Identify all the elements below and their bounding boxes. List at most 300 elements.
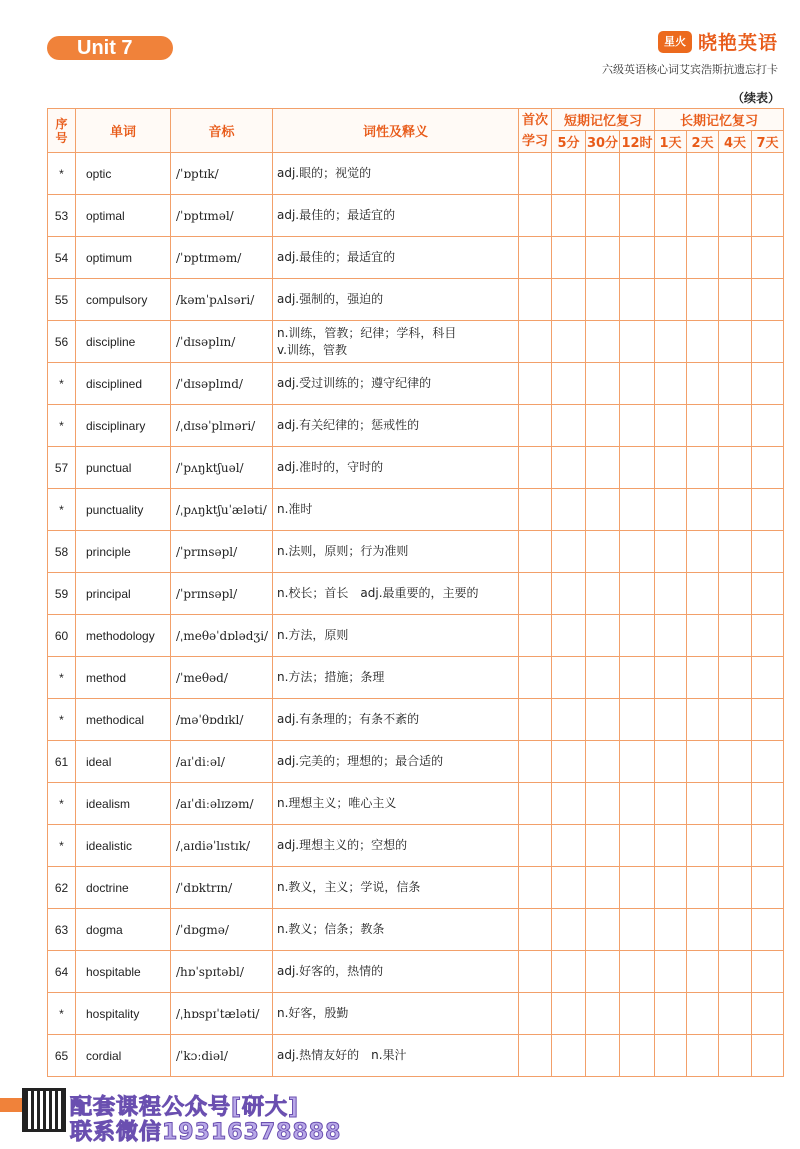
checkbox-review[interactable] bbox=[552, 279, 586, 321]
row-word: methodology bbox=[76, 615, 171, 657]
row-phonetic: /ˈprɪnsəpl/ bbox=[171, 573, 273, 615]
checkbox-review[interactable] bbox=[687, 615, 719, 657]
row-phonetic: /məˈθɒdɪkl/ bbox=[171, 699, 273, 741]
checkbox-review[interactable] bbox=[620, 279, 655, 321]
checkbox-review[interactable] bbox=[655, 825, 687, 867]
checkbox-review[interactable] bbox=[687, 783, 719, 825]
header-no: 序号 bbox=[48, 109, 76, 153]
checkbox-review[interactable] bbox=[655, 909, 687, 951]
row-definition bbox=[273, 657, 519, 699]
definition-line: adj.有条理的；有条不紊的 bbox=[277, 712, 420, 726]
row-definition bbox=[273, 447, 519, 489]
row-phonetic: /ˌpʌŋktʃuˈæləti/ bbox=[171, 489, 273, 531]
checkbox-review[interactable] bbox=[586, 867, 620, 909]
checkbox-review[interactable] bbox=[687, 741, 719, 783]
checkbox-first-study[interactable] bbox=[519, 573, 552, 615]
definition-line: adj.眼的；视觉的 bbox=[277, 166, 372, 180]
row-phonetic: /ˈɒptɪməl/ bbox=[171, 195, 273, 237]
header-short-col: 30分 bbox=[586, 131, 620, 153]
definition-line: adj.理想主义的；空想的 bbox=[277, 838, 408, 852]
checkbox-review[interactable] bbox=[655, 783, 687, 825]
checkbox-review[interactable] bbox=[620, 573, 655, 615]
checkbox-review[interactable] bbox=[655, 993, 687, 1035]
checkbox-review[interactable] bbox=[586, 489, 620, 531]
row-phonetic: /ˈɒptɪk/ bbox=[171, 153, 273, 195]
checkbox-review[interactable] bbox=[620, 993, 655, 1035]
checkbox-review[interactable] bbox=[655, 1035, 687, 1077]
checkbox-first-study[interactable] bbox=[519, 1035, 552, 1077]
checkbox-review[interactable] bbox=[655, 489, 687, 531]
checkbox-review[interactable] bbox=[552, 951, 586, 993]
checkbox-review[interactable] bbox=[586, 825, 620, 867]
checkbox-review[interactable] bbox=[719, 447, 752, 489]
checkbox-review[interactable] bbox=[752, 363, 784, 405]
unit-label: Unit 7 bbox=[47, 36, 173, 60]
checkbox-first-study[interactable] bbox=[519, 951, 552, 993]
checkbox-review[interactable] bbox=[655, 363, 687, 405]
definition-line: n.理想主义；唯心主义 bbox=[277, 796, 397, 810]
checkbox-review[interactable] bbox=[586, 909, 620, 951]
checkbox-review[interactable] bbox=[752, 909, 784, 951]
checkbox-first-study[interactable] bbox=[519, 279, 552, 321]
checkbox-review[interactable] bbox=[752, 153, 784, 195]
row-definition bbox=[273, 531, 519, 573]
row-word: methodical bbox=[76, 699, 171, 741]
row-word: optic bbox=[76, 153, 171, 195]
row-number: 62 bbox=[48, 867, 76, 909]
header-definition: 词性及释义 bbox=[273, 109, 519, 153]
checkbox-review[interactable] bbox=[586, 993, 620, 1035]
checkbox-review[interactable] bbox=[655, 741, 687, 783]
checkbox-review[interactable] bbox=[620, 321, 655, 363]
checkbox-review[interactable] bbox=[719, 1035, 752, 1077]
row-definition bbox=[273, 279, 519, 321]
checkbox-review[interactable] bbox=[620, 1035, 655, 1077]
row-word: idealistic bbox=[76, 825, 171, 867]
checkbox-review[interactable] bbox=[752, 783, 784, 825]
checkbox-review[interactable] bbox=[752, 321, 784, 363]
checkbox-review[interactable] bbox=[687, 1035, 719, 1077]
table-row bbox=[48, 867, 784, 909]
checkbox-review[interactable] bbox=[687, 531, 719, 573]
checkbox-review[interactable] bbox=[719, 825, 752, 867]
checkbox-review[interactable] bbox=[655, 867, 687, 909]
checkbox-review[interactable] bbox=[552, 825, 586, 867]
checkbox-first-study[interactable] bbox=[519, 699, 552, 741]
definition-line: adj.受过训练的；遵守纪律的 bbox=[277, 376, 432, 390]
header-short-col: 5分 bbox=[552, 131, 586, 153]
checkbox-first-study[interactable] bbox=[519, 531, 552, 573]
definition-line: adj.热情友好的 n.果汁 bbox=[277, 1048, 407, 1062]
table-row bbox=[48, 195, 784, 237]
row-phonetic: /ˈdɪsəplɪn/ bbox=[171, 321, 273, 363]
row-number: 60 bbox=[48, 615, 76, 657]
definition-line: adj.强制的，强迫的 bbox=[277, 292, 384, 306]
row-definition bbox=[273, 489, 519, 531]
table-row bbox=[48, 909, 784, 951]
table-row bbox=[48, 993, 784, 1035]
brand-logo-icon: 星火 bbox=[658, 31, 692, 53]
checkbox-review[interactable] bbox=[655, 405, 687, 447]
checkbox-review[interactable] bbox=[752, 573, 784, 615]
checkbox-review[interactable] bbox=[552, 993, 586, 1035]
row-definition bbox=[273, 1035, 519, 1077]
checkbox-review[interactable] bbox=[552, 195, 586, 237]
row-phonetic: /ˈpʌŋktʃuəl/ bbox=[171, 447, 273, 489]
brand-name: 晓艳英语 bbox=[697, 32, 778, 54]
checkbox-review[interactable] bbox=[719, 783, 752, 825]
row-phonetic: /ˌmeθəˈdɒlədʒi/ bbox=[171, 615, 273, 657]
checkbox-review[interactable] bbox=[586, 405, 620, 447]
checkbox-review[interactable] bbox=[655, 699, 687, 741]
checkbox-review[interactable] bbox=[719, 531, 752, 573]
checkbox-review[interactable] bbox=[687, 447, 719, 489]
row-word: doctrine bbox=[76, 867, 171, 909]
table-row bbox=[48, 1035, 784, 1077]
table-row bbox=[48, 279, 784, 321]
row-number: 58 bbox=[48, 531, 76, 573]
checkbox-review[interactable] bbox=[552, 447, 586, 489]
row-definition bbox=[273, 825, 519, 867]
checkbox-review[interactable] bbox=[586, 615, 620, 657]
row-phonetic: /ˌdɪsəˈplɪnəri/ bbox=[171, 405, 273, 447]
checkbox-review[interactable] bbox=[655, 321, 687, 363]
checkbox-review[interactable] bbox=[552, 321, 586, 363]
definition-line: n.方法，原则 bbox=[277, 628, 349, 642]
checkbox-review[interactable] bbox=[719, 237, 752, 279]
checkbox-review[interactable] bbox=[719, 699, 752, 741]
checkbox-review[interactable] bbox=[752, 237, 784, 279]
table-row bbox=[48, 741, 784, 783]
checkbox-first-study[interactable] bbox=[519, 615, 552, 657]
header-long-col: 4天 bbox=[719, 131, 752, 153]
checkbox-review[interactable] bbox=[719, 867, 752, 909]
header-long-col: 7天 bbox=[752, 131, 784, 153]
checkbox-first-study[interactable] bbox=[519, 867, 552, 909]
checkbox-review[interactable] bbox=[655, 237, 687, 279]
checkbox-review[interactable] bbox=[752, 657, 784, 699]
table-row bbox=[48, 531, 784, 573]
definition-line: n.训练，管教；纪律；学科，科目 bbox=[277, 325, 457, 340]
vocab-table bbox=[47, 108, 784, 1077]
row-definition bbox=[273, 405, 519, 447]
checkbox-review[interactable] bbox=[752, 195, 784, 237]
row-definition bbox=[273, 573, 519, 615]
checkbox-review[interactable] bbox=[552, 531, 586, 573]
checkbox-first-study[interactable] bbox=[519, 825, 552, 867]
checkbox-review[interactable] bbox=[687, 909, 719, 951]
checkbox-review[interactable] bbox=[719, 993, 752, 1035]
checkbox-review[interactable] bbox=[752, 951, 784, 993]
row-word: principle bbox=[76, 531, 171, 573]
table-row bbox=[48, 699, 784, 741]
checkbox-review[interactable] bbox=[552, 741, 586, 783]
checkbox-review[interactable] bbox=[719, 363, 752, 405]
checkbox-review[interactable] bbox=[687, 321, 719, 363]
checkbox-review[interactable] bbox=[620, 699, 655, 741]
checkbox-review[interactable] bbox=[586, 573, 620, 615]
checkbox-review[interactable] bbox=[586, 531, 620, 573]
checkbox-first-study[interactable] bbox=[519, 909, 552, 951]
checkbox-review[interactable] bbox=[719, 405, 752, 447]
checkbox-review[interactable] bbox=[719, 321, 752, 363]
checkbox-review[interactable] bbox=[687, 237, 719, 279]
definition-line: n.方法；措施；条理 bbox=[277, 670, 385, 684]
row-definition bbox=[273, 615, 519, 657]
table-row bbox=[48, 363, 784, 405]
checkbox-review[interactable] bbox=[655, 573, 687, 615]
definition-line: adj.最佳的；最适宜的 bbox=[277, 250, 396, 264]
checkbox-review[interactable] bbox=[620, 531, 655, 573]
row-definition bbox=[273, 321, 519, 363]
checkbox-first-study[interactable] bbox=[519, 993, 552, 1035]
checkbox-review[interactable] bbox=[687, 279, 719, 321]
row-number: * bbox=[48, 993, 76, 1035]
checkbox-review[interactable] bbox=[752, 741, 784, 783]
definition-line: adj.最佳的；最适宜的 bbox=[277, 208, 396, 222]
row-word: ideal bbox=[76, 741, 171, 783]
checkbox-review[interactable] bbox=[552, 153, 586, 195]
checkbox-first-study[interactable] bbox=[519, 489, 552, 531]
checkbox-review[interactable] bbox=[586, 1035, 620, 1077]
definition-line: adj.完美的；理想的；最合适的 bbox=[277, 754, 444, 768]
header-word: 单词 bbox=[76, 109, 171, 153]
checkbox-review[interactable] bbox=[655, 447, 687, 489]
checkbox-review[interactable] bbox=[620, 657, 655, 699]
checkbox-review[interactable] bbox=[586, 363, 620, 405]
checkbox-first-study[interactable] bbox=[519, 237, 552, 279]
row-word: hospitable bbox=[76, 951, 171, 993]
checkbox-review[interactable] bbox=[620, 237, 655, 279]
checkbox-review[interactable] bbox=[687, 825, 719, 867]
row-definition bbox=[273, 741, 519, 783]
table-body bbox=[48, 153, 784, 1077]
brand-subtitle: 六级英语核心词艾宾浩斯抗遗忘打卡 bbox=[602, 63, 778, 76]
checkbox-review[interactable] bbox=[552, 363, 586, 405]
footer-line-1: 配套课程公众号[研大] bbox=[70, 1095, 300, 1120]
checkbox-review[interactable] bbox=[655, 531, 687, 573]
row-phonetic: /ˈdɒktrɪn/ bbox=[171, 867, 273, 909]
checkbox-review[interactable] bbox=[752, 405, 784, 447]
definition-line: n.教义；信条；教条 bbox=[277, 922, 385, 936]
checkbox-first-study[interactable] bbox=[519, 447, 552, 489]
row-definition bbox=[273, 867, 519, 909]
row-word: dogma bbox=[76, 909, 171, 951]
checkbox-review[interactable] bbox=[552, 237, 586, 279]
checkbox-review[interactable] bbox=[752, 447, 784, 489]
checkbox-review[interactable] bbox=[620, 909, 655, 951]
row-phonetic: /kəmˈpʌlsəri/ bbox=[171, 279, 273, 321]
checkbox-first-study[interactable] bbox=[519, 153, 552, 195]
checkbox-review[interactable] bbox=[719, 909, 752, 951]
row-phonetic: /aɪˈdiːəl/ bbox=[171, 741, 273, 783]
checkbox-review[interactable] bbox=[655, 657, 687, 699]
checkbox-review[interactable] bbox=[620, 825, 655, 867]
checkbox-review[interactable] bbox=[719, 951, 752, 993]
table-row bbox=[48, 783, 784, 825]
checkbox-review[interactable] bbox=[552, 699, 586, 741]
checkbox-review[interactable] bbox=[655, 195, 687, 237]
checkbox-review[interactable] bbox=[719, 615, 752, 657]
row-number: * bbox=[48, 405, 76, 447]
checkbox-review[interactable] bbox=[586, 741, 620, 783]
checkbox-review[interactable] bbox=[552, 909, 586, 951]
checkbox-review[interactable] bbox=[687, 573, 719, 615]
checkbox-review[interactable] bbox=[719, 741, 752, 783]
checkbox-review[interactable] bbox=[687, 195, 719, 237]
checkbox-review[interactable] bbox=[552, 489, 586, 531]
table-row bbox=[48, 825, 784, 867]
checkbox-review[interactable] bbox=[552, 783, 586, 825]
checkbox-review[interactable] bbox=[552, 573, 586, 615]
row-phonetic: /ˈmeθəd/ bbox=[171, 657, 273, 699]
checkbox-review[interactable] bbox=[719, 657, 752, 699]
row-phonetic: /ˌhɒspɪˈtæləti/ bbox=[171, 993, 273, 1035]
checkbox-review[interactable] bbox=[752, 1035, 784, 1077]
row-definition bbox=[273, 363, 519, 405]
row-number: 59 bbox=[48, 573, 76, 615]
row-number: * bbox=[48, 783, 76, 825]
checkbox-review[interactable] bbox=[586, 699, 620, 741]
row-word: optimal bbox=[76, 195, 171, 237]
row-word: punctual bbox=[76, 447, 171, 489]
row-word: discipline bbox=[76, 321, 171, 363]
checkbox-review[interactable] bbox=[687, 867, 719, 909]
checkbox-review[interactable] bbox=[687, 405, 719, 447]
checkbox-review[interactable] bbox=[620, 951, 655, 993]
row-definition bbox=[273, 783, 519, 825]
checkbox-review[interactable] bbox=[586, 951, 620, 993]
checkbox-review[interactable] bbox=[687, 993, 719, 1035]
footer-line-2: 联系微信19316378888 bbox=[70, 1120, 342, 1145]
checkbox-review[interactable] bbox=[620, 783, 655, 825]
row-word: principal bbox=[76, 573, 171, 615]
row-number: 64 bbox=[48, 951, 76, 993]
checkbox-first-study[interactable] bbox=[519, 741, 552, 783]
checkbox-review[interactable] bbox=[752, 489, 784, 531]
checkbox-review[interactable] bbox=[687, 363, 719, 405]
row-word: idealism bbox=[76, 783, 171, 825]
definition-line: n.好客，殷勤 bbox=[277, 1006, 349, 1020]
row-number: 53 bbox=[48, 195, 76, 237]
row-definition bbox=[273, 153, 519, 195]
row-word: punctuality bbox=[76, 489, 171, 531]
checkbox-review[interactable] bbox=[719, 153, 752, 195]
checkbox-review[interactable] bbox=[752, 531, 784, 573]
row-number: * bbox=[48, 699, 76, 741]
checkbox-review[interactable] bbox=[752, 825, 784, 867]
checkbox-first-study[interactable] bbox=[519, 321, 552, 363]
checkbox-review[interactable] bbox=[586, 783, 620, 825]
checkbox-review[interactable] bbox=[552, 867, 586, 909]
checkbox-review[interactable] bbox=[620, 195, 655, 237]
checkbox-review[interactable] bbox=[620, 153, 655, 195]
checkbox-review[interactable] bbox=[752, 867, 784, 909]
row-word: method bbox=[76, 657, 171, 699]
checkbox-review[interactable] bbox=[552, 1035, 586, 1077]
header-short-col: 12时 bbox=[620, 131, 655, 153]
checkbox-review[interactable] bbox=[687, 951, 719, 993]
checkbox-first-study[interactable] bbox=[519, 405, 552, 447]
checkbox-review[interactable] bbox=[620, 405, 655, 447]
row-definition bbox=[273, 993, 519, 1035]
checkbox-review[interactable] bbox=[620, 741, 655, 783]
row-word: optimum bbox=[76, 237, 171, 279]
checkbox-review[interactable] bbox=[620, 447, 655, 489]
definition-line: v.训练，管教 bbox=[277, 342, 347, 357]
row-word: disciplined bbox=[76, 363, 171, 405]
row-number: 65 bbox=[48, 1035, 76, 1077]
row-word: compulsory bbox=[76, 279, 171, 321]
row-definition bbox=[273, 699, 519, 741]
checkbox-review[interactable] bbox=[586, 279, 620, 321]
checkbox-first-study[interactable] bbox=[519, 363, 552, 405]
checkbox-review[interactable] bbox=[620, 363, 655, 405]
checkbox-review[interactable] bbox=[687, 657, 719, 699]
table-row bbox=[48, 951, 784, 993]
row-phonetic: /hɒˈspɪtəbl/ bbox=[171, 951, 273, 993]
row-number: 54 bbox=[48, 237, 76, 279]
checkbox-review[interactable] bbox=[687, 699, 719, 741]
table-row bbox=[48, 321, 784, 363]
row-definition bbox=[273, 909, 519, 951]
definition-line: n.法则，原则；行为准则 bbox=[277, 544, 409, 558]
definition-line: adj.准时的，守时的 bbox=[277, 460, 384, 474]
checkbox-first-study[interactable] bbox=[519, 657, 552, 699]
checkbox-first-study[interactable] bbox=[519, 195, 552, 237]
checkbox-review[interactable] bbox=[552, 405, 586, 447]
checkbox-review[interactable] bbox=[687, 489, 719, 531]
checkbox-review[interactable] bbox=[719, 489, 752, 531]
header-short-term: 短期记忆复习 bbox=[552, 109, 655, 131]
checkbox-review[interactable] bbox=[655, 951, 687, 993]
row-number: * bbox=[48, 153, 76, 195]
checkbox-review[interactable] bbox=[586, 195, 620, 237]
checkbox-review[interactable] bbox=[719, 573, 752, 615]
definition-line: n.教义，主义；学说，信条 bbox=[277, 880, 421, 894]
checkbox-review[interactable] bbox=[586, 321, 620, 363]
row-phonetic: /ˌaɪdiəˈlɪstɪk/ bbox=[171, 825, 273, 867]
continued-label: （续表） bbox=[731, 91, 780, 105]
checkbox-first-study[interactable] bbox=[519, 783, 552, 825]
checkbox-review[interactable] bbox=[552, 657, 586, 699]
row-phonetic: /ˈdɪsəplɪnd/ bbox=[171, 363, 273, 405]
checkbox-review[interactable] bbox=[752, 993, 784, 1035]
checkbox-review[interactable] bbox=[719, 195, 752, 237]
checkbox-review[interactable] bbox=[586, 237, 620, 279]
checkbox-review[interactable] bbox=[752, 699, 784, 741]
checkbox-review[interactable] bbox=[655, 279, 687, 321]
checkbox-review[interactable] bbox=[752, 279, 784, 321]
checkbox-review[interactable] bbox=[586, 657, 620, 699]
row-word: cordial bbox=[76, 1035, 171, 1077]
checkbox-review[interactable] bbox=[687, 153, 719, 195]
checkbox-review[interactable] bbox=[620, 615, 655, 657]
checkbox-review[interactable] bbox=[752, 615, 784, 657]
checkbox-review[interactable] bbox=[620, 867, 655, 909]
table-row bbox=[48, 405, 784, 447]
checkbox-review[interactable] bbox=[586, 153, 620, 195]
checkbox-review[interactable] bbox=[719, 279, 752, 321]
checkbox-review[interactable] bbox=[586, 447, 620, 489]
checkbox-review[interactable] bbox=[655, 615, 687, 657]
row-number: 63 bbox=[48, 909, 76, 951]
checkbox-review[interactable] bbox=[620, 489, 655, 531]
table-row bbox=[48, 237, 784, 279]
row-phonetic: /ˈɒptɪməm/ bbox=[171, 237, 273, 279]
checkbox-review[interactable] bbox=[655, 153, 687, 195]
checkbox-review[interactable] bbox=[552, 615, 586, 657]
